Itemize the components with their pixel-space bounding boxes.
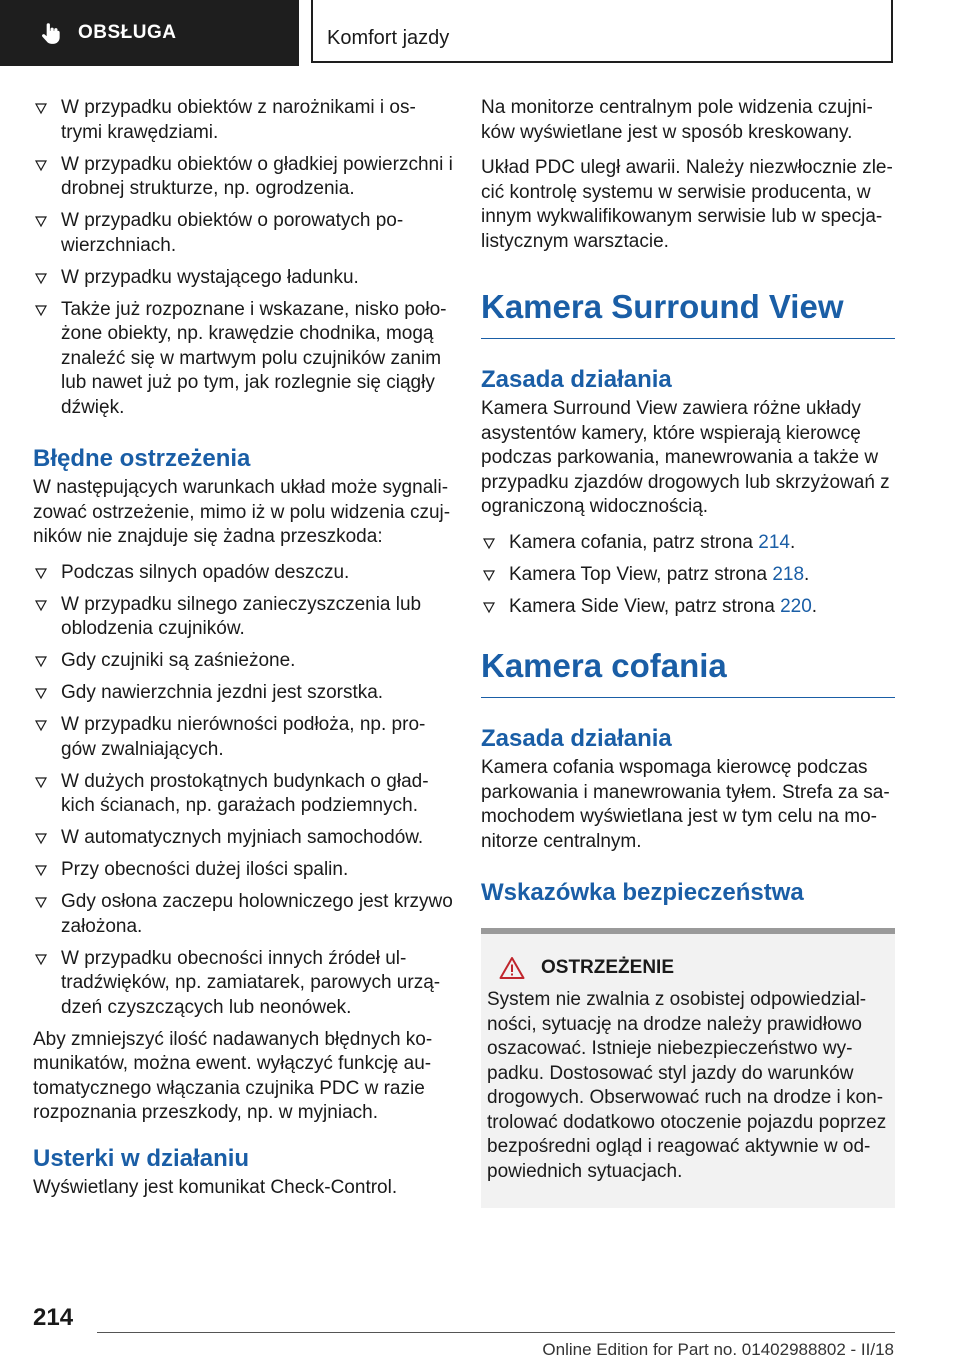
triangle-bullet-icon [35,305,47,317]
title-rule [481,697,895,698]
rear-camera-title: Kamera cofania [481,647,727,684]
malfunction-service-text: Układ PDC uległ awarii. Należy niezwłocznie zle-cić kontrolę systemu w serwisie producenta, w innym wykwalifikowanym serwisie lub w specja-listycznym warsztacie. [481,157,893,252]
false-warnings-outro: Aby zmniejszyć ilość nadawanych błędnych ko-munikatów, można ewent. wyłączyć funkcję au-tomatycznego włączania czujnika PDC w razie rozpoznania przeszkody, np. w myjniach. [33,1028,433,1123]
camera-links-list [481,531,895,620]
page-link-220[interactable]: 220 [780,595,812,617]
chapter-title: Komfort jazdy [327,27,450,49]
list-item: Kamera cofania, patrz strona 214. [481,531,895,556]
chapter-tab [311,0,893,63]
triangle-bullet-icon [35,656,47,668]
surround-principle-heading: Zasada działania [481,366,672,393]
section-title: OBSŁUGA [78,22,177,43]
list-item: W przypadku obecności innych źródeł ul-tradźwięków, np. zamiatarek, parowych urzą-dzeń czyszczących lub neonówek. [33,947,453,1021]
malfunction-heading: Usterki w działaniu [33,1144,250,1172]
footer-rule [97,1332,895,1333]
surround-principle-text: Kamera Surround View zawiera różne układy asystentów kamery, które wspierają kierowcę podczas parkowania, manewrowania a także w przypadku zjazdów drogowych lub skrzyżowań z ograniczoną widocznością. [481,398,890,517]
list-item: Gdy nawierzchnia jezdni jest szorstka. [33,681,453,706]
malfunction-text: Wyświetlany jest komunikat Check-Control. [33,1176,398,1198]
triangle-bullet-icon [35,833,47,845]
triangle-bullet-icon [35,600,47,612]
list-item: Gdy czujniki są zaśnieżone. [33,649,453,674]
page-footer [0,1290,960,1362]
hand-pointer-icon [38,20,64,46]
triangle-bullet-icon [35,273,47,285]
list-item: Kamera Top View, patrz strona 218. [481,563,895,588]
surround-view-title: Kamera Surround View [481,288,844,325]
section-tab [0,0,299,66]
triangle-bullet-icon [35,777,47,789]
title-rule [481,338,895,339]
triangle-bullet-icon [35,720,47,732]
list-item: Podczas silnych opadów deszczu. [33,561,453,586]
triangle-bullet-icon [483,570,495,582]
page-link-218[interactable]: 218 [772,563,805,585]
warning-box [481,928,895,1208]
left-column [33,96,453,1200]
safety-heading: Wskazówka bezpieczeństwa [481,879,804,906]
triangle-bullet-icon [483,602,495,614]
triangle-bullet-icon [483,538,495,550]
right-column [481,96,895,1208]
list-item: Gdy osłona zaczepu holowniczego jest krzywo założona. [33,890,453,939]
list-item: W przypadku obiektów o gładkiej powierzchni i drobnej strukturze, np. ogrodzenia. [33,153,453,202]
list-item: W dużych prostokątnych budynkach o gład-kich ścianach, np. garażach podziemnych. [33,770,453,819]
list-item: W przypadku silnego zanieczyszczenia lub oblodzenia czujników. [33,593,453,642]
warning-triangle-icon [499,956,525,980]
triangle-bullet-icon [35,568,47,580]
false-warnings-intro: W następujących warunkach układ może sygnali-zować ostrzeżenie, mimo iż w polu widzenia czuj-ników nie znajduje się żadna przeszkoda: [33,477,451,547]
list-item: W przypadku obiektów o porowatych po-wierzchniach. [33,209,453,258]
page-link-214[interactable]: 214 [758,531,790,553]
malfunction-display-text: Na monitorze centralnym pole widzenia czujni-ków wyświetlane jest w sposób kreskowany. [481,97,873,143]
list-item: Przy obecności dużej ilości spalin. [33,858,453,883]
triangle-bullet-icon [35,865,47,877]
warning-title-row [487,956,887,980]
triangle-bullet-icon [35,897,47,909]
limits-list [33,96,453,420]
warning-title: OSTRZEŻENIE [541,957,675,978]
warning-text: System nie zwalnia z osobistej odpowiedzial-ności, sytuację na drodze należy prawidłowo oszacować. Istnieje niebezpieczeństwo wy-padku. Dostosować styl jazdy do warunków drogowych. Obserwować ruch na drodze i kon-trolować dodatkowo otoczenie pojazdu poprzez bezpośredni ogląd i reagować aktywnie w od-powiednich sytuacjach. [487,989,887,1182]
false-warnings-heading: Błędne ostrzeżenia [33,445,251,472]
list-item: W przypadku wystającego ładunku. [33,266,453,291]
list-item: W przypadku nierówności podłoża, np. pro-gów zwalniających. [33,713,453,762]
list-item: W przypadku obiektów z narożnikami i os-trymi krawędziami. [33,96,453,145]
triangle-bullet-icon [35,216,47,228]
rear-principle-text: Kamera cofania wspomaga kierowcę podczas parkowania i manewrowania tyłem. Strefa za sa-mochodem wyświetlana jest w tym celu na mo-nitorze centralnym. [481,757,890,852]
page-header [0,0,960,66]
triangle-bullet-icon [35,103,47,115]
list-item: Także już rozpoznane i wskazane, nisko poło-żone obiekty, np. krawędzie chodnika, mogą znaleźć się w martwym polu czujników zanim lub nawet już po tym, jak rozlegnie się ciągły dźwięk. [33,298,453,421]
edition-text: Online Edition for Part no. 01402988802 - II/18 [542,1340,894,1359]
triangle-bullet-icon [35,688,47,700]
list-item: W automatycznych myjniach samochodów. [33,826,453,851]
page-number: 214 [33,1304,74,1331]
list-item: Kamera Side View, patrz strona 220. [481,595,895,620]
triangle-bullet-icon [35,160,47,172]
rear-principle-heading: Zasada działania [481,725,672,752]
false-warnings-list [33,561,453,1021]
triangle-bullet-icon [35,954,47,966]
